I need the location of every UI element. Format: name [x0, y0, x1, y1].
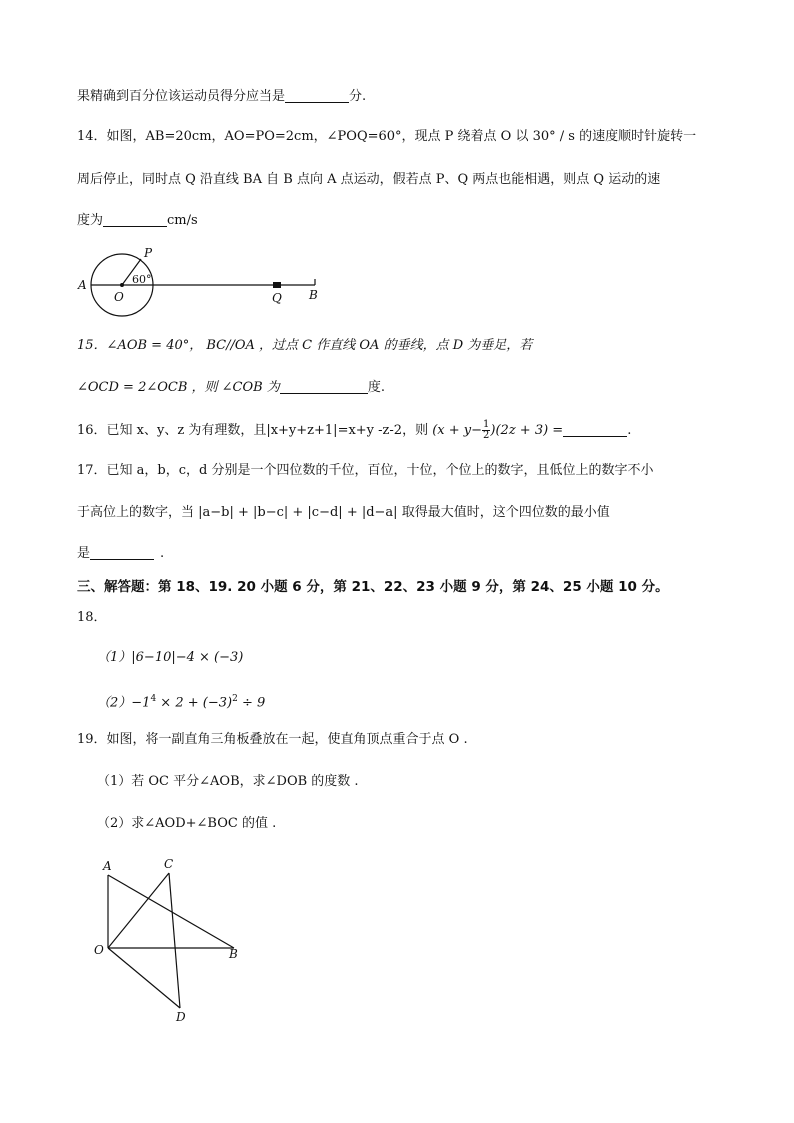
q18-part2-c: ÷ 9 [237, 695, 266, 711]
q14-point-q [273, 282, 281, 288]
q17-answer-blank[interactable] [90, 545, 154, 560]
q17-line1: 17．已知 a，b，c，d 分别是一个四位数的千位，百位，十位，个位上的数字，且低位上的数字不小 [77, 463, 654, 478]
q14-label-o: O [114, 290, 124, 304]
q14-label-b: B [309, 288, 318, 302]
q19-label-d: D [176, 1010, 186, 1024]
q16-frac-den: 2 [483, 430, 490, 441]
q18-part2 [97, 689, 265, 713]
q19-edge-od [108, 948, 180, 1008]
q19-edge-cd [169, 873, 180, 1008]
q17-line2: 于高位上的数字，当 |a−b| + |b−c| + |c−d| + |d−a| 取得最大值时，这个四位数的最小值 [77, 505, 610, 520]
q19-part1: （1）若 OC 平分∠AOB，求∠DOB 的度数 . [97, 774, 359, 789]
q14-line1: 14．如图，AB=20cm，AO=PO=2cm，∠POQ=60°，现点 P 绕着点 O 以 30° / s 的速度顺时针旋转一 [77, 129, 697, 144]
q19-edge-oc [108, 873, 169, 948]
q15-text1: 15．∠AOB = 40°， BC//OA ，过点 C 作直线 OA 的垂线，点 D 为垂足，若 [77, 338, 533, 353]
q16-expr-left: (x + y− [432, 423, 483, 438]
q14-label-a: A [78, 278, 87, 292]
q14-unit: cm/s [167, 213, 198, 228]
q18-part1 [97, 648, 243, 668]
q13-answer-blank[interactable] [285, 88, 349, 103]
q19-label-o: O [94, 943, 104, 957]
q18-part2-exp2: 2 [232, 694, 238, 704]
q17-prefix: 是 [77, 546, 91, 561]
q19-line1: 19．如图，将一副直角三角板叠放在一起，使直角顶点重合于点 O . [77, 732, 468, 747]
q19-label-a: A [103, 859, 112, 873]
q16-prefix: 16．已知 x、y、z 为有理数，且|x+y+z+1|=x+y -z-2，则 [77, 423, 429, 438]
section3-title: 三、解答题：第 18、19. 20 小题 6 分，第 21、22、23 小题 9 分，第 24、25 小题 10 分。 [77, 579, 669, 595]
q14-prefix: 度为 [77, 213, 104, 228]
q18-part2-b: × 2 + (−3) [156, 695, 233, 711]
q18-number: 18． [77, 610, 107, 625]
q15-line1 [77, 336, 532, 356]
q19-label-c: C [164, 857, 174, 871]
q16-line [77, 420, 631, 441]
q14-label-p: P [144, 246, 153, 260]
q18-part1-expr: （1）|6−10|−4 × (−3) [97, 650, 244, 665]
q15-answer-blank[interactable] [280, 379, 368, 394]
q18-part2-a: （2）−1 [97, 695, 151, 711]
q13-unit: 分. [349, 89, 367, 104]
q14-answer-blank[interactable] [103, 212, 167, 227]
q15-unit: 度. [367, 380, 385, 395]
q16-end: . [627, 423, 632, 438]
q13-tail [77, 87, 366, 107]
q16-expr-right: )(2z + 3) = [490, 423, 564, 438]
q14-label-angle: 60° [132, 273, 152, 286]
q14-label-q: Q [272, 291, 282, 305]
q17-end: . [160, 546, 165, 561]
q16-frac-num: 1 [483, 419, 490, 430]
q14-figure [75, 245, 335, 310]
q14-point-o [120, 283, 124, 287]
q15-prefix: ∠OCD = 2∠OCB ，则 ∠COB 为 [77, 380, 280, 395]
q14-line3 [77, 211, 198, 231]
q17-line3 [77, 544, 164, 564]
q18-part2-exp1: 4 [150, 694, 157, 704]
q19-edge-ab [108, 875, 234, 948]
q16-answer-blank[interactable] [563, 422, 627, 437]
q13-text: 果精确到百分位该运动员得分应当是 [77, 89, 286, 104]
q19-label-b: B [229, 947, 238, 961]
q19-figure [90, 855, 250, 1025]
q15-line2 [77, 378, 385, 398]
q19-part2: （2）求∠AOD+∠BOC 的值 . [97, 816, 277, 831]
q14-line2: 周后停止，同时点 Q 沿直线 BA 自 B 点向 A 点运动，假若点 P、Q 两点也能相遇，则点 Q 运动的速 [77, 172, 661, 187]
